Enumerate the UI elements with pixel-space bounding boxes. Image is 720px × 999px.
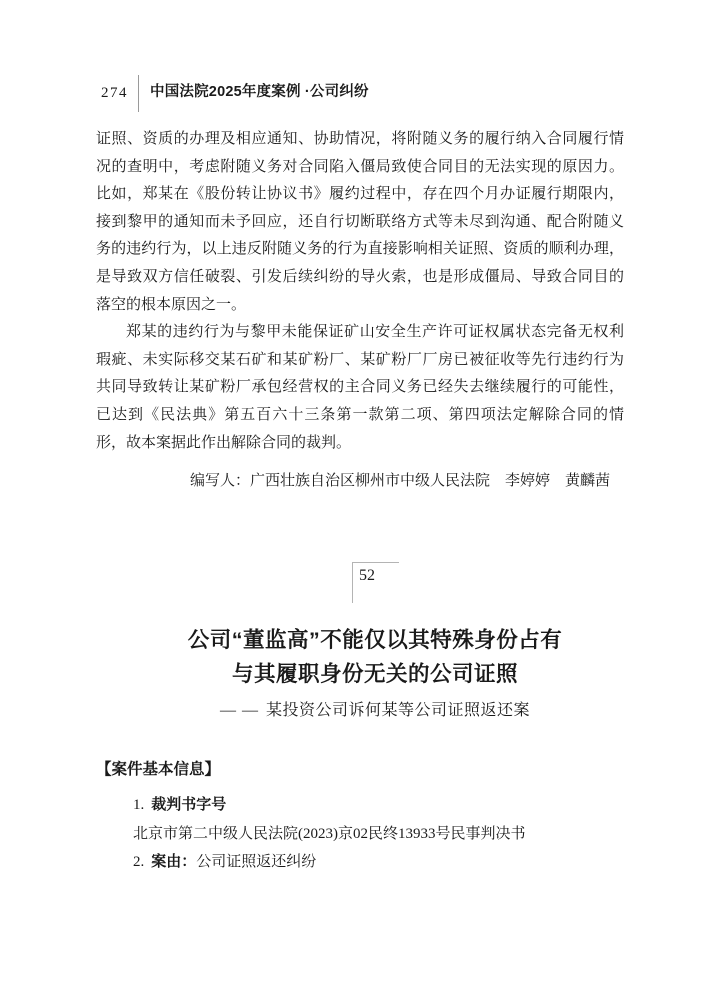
case-heading	[126, 623, 624, 721]
header-divider	[138, 75, 139, 112]
item-label: 裁判书字号	[151, 796, 227, 813]
text-line: 共同导致转让某矿粉厂承包经营权的主合同义务已经失去继续履行的可能性，	[96, 379, 624, 396]
case-number-box	[352, 562, 399, 603]
text-line: 证照、资质的办理及相应通知、协助情况，将附随义务的履行纳入合同履行情	[96, 131, 624, 147]
text-line: 瑕疵、未实际移交某石矿和某矿粉厂、某矿粉厂厂房已被征收等先行违约行为	[96, 351, 624, 368]
section-header: 【案件基本信息】	[96, 761, 221, 778]
body-text	[96, 126, 624, 496]
item-value: 公司证照返还纠纷	[196, 854, 317, 871]
case-info-list	[133, 791, 624, 877]
text-line: 郑某的违约行为与黎甲未能保证矿山安全生产许可证权属状态完备无权利	[126, 324, 624, 341]
item-value-line	[133, 820, 624, 849]
book-title: 中国法院2025年度案例 ·公司纠纷	[150, 84, 369, 100]
case-title-line-1: 公司“董监高”不能仅以其特殊身份占有	[187, 628, 563, 652]
text-line: 形，故本案据此作出解除合同的裁判。	[96, 434, 352, 451]
text-line: 接到黎甲的通知而未予回应，还自行切断联络方式等未尽到沟通、配合附随义	[96, 213, 624, 230]
text-line: 落空的根本原因之一。	[96, 296, 247, 313]
case-title	[126, 623, 624, 691]
item-number: 2.	[133, 854, 145, 871]
item-number: 1.	[133, 797, 145, 813]
list-item	[133, 791, 624, 820]
subtitle-dash: ——	[219, 702, 264, 719]
editor-byline: 编写人：广西壮族自治区柳州市中级人民法院 李婷婷 黄麟茜	[189, 473, 610, 490]
case-title-line-2: 与其履职身份无关的公司证照	[231, 662, 518, 686]
text-line: 已达到《民法典》第五百六十三条第一款第二项、第四项法定解除合同的情	[96, 406, 624, 423]
item-value: 北京市第二中级人民法院(2023)京02民终13933号民事判决书	[133, 825, 526, 842]
paragraph-continuation	[96, 126, 624, 319]
case-subtitle	[126, 701, 624, 721]
item-label: 案由：	[151, 853, 197, 871]
case-number: 52	[359, 567, 375, 584]
text-line: 是导致双方信任破裂、引发后续纠纷的导火索，也是形成僵局、导致合同目的	[96, 268, 624, 285]
page-number: 274	[101, 85, 128, 101]
subtitle-text: 某投资公司诉何某等公司证照返还案	[265, 702, 530, 719]
text-line: 比如，郑某在《股份转让协议书》履约过程中，存在四个月办证履行期限内，	[96, 186, 624, 203]
text-line: 务的违约行为，以上违反附随义务的行为直接影响相关证照、资质的顺利办理，	[96, 241, 624, 258]
paragraph	[96, 319, 624, 457]
list-item	[133, 848, 624, 877]
text-line: 况的查明中，考虑附随义务对合同陷入僵局致使合同目的无法实现的原因力。	[96, 158, 624, 175]
